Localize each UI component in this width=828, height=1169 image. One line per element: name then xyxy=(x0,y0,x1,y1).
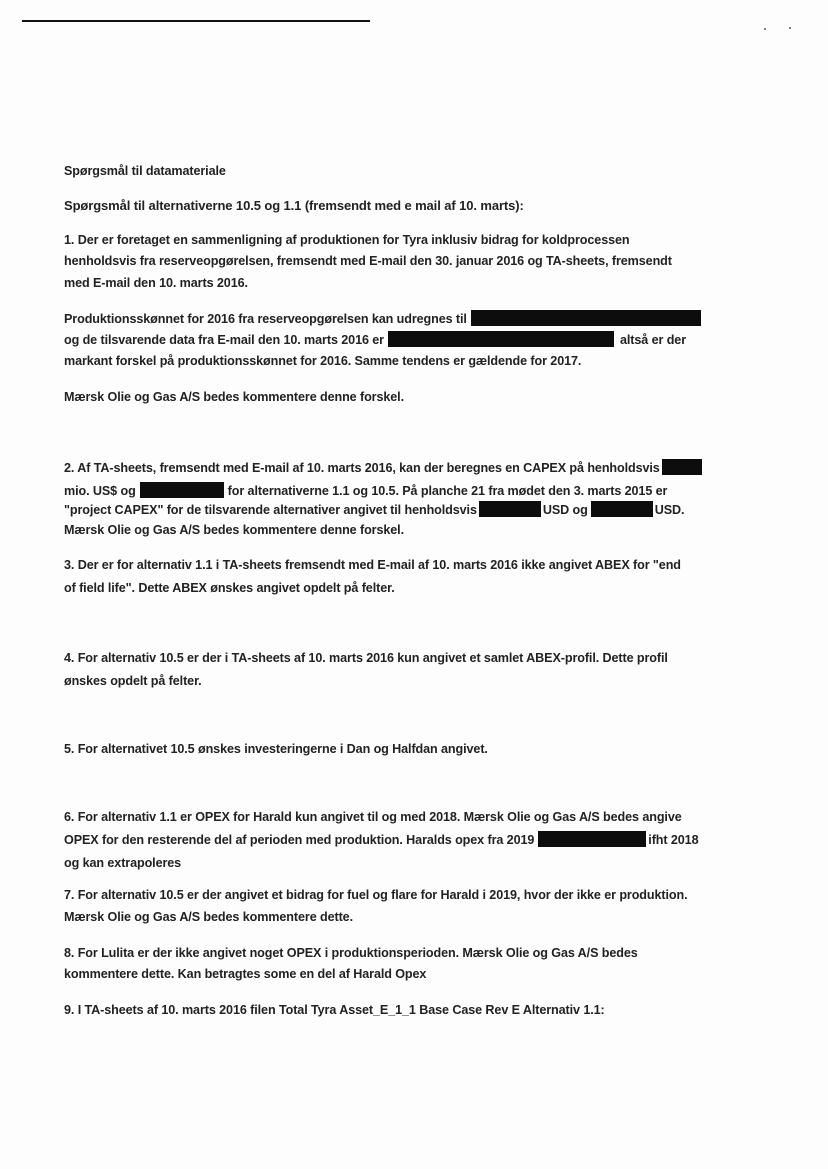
q4-line-1: 4. For alternativ 10.5 er der i TA-sheets af 10. marts 2016 kun angivet et samlet ABEX-profil. Dette profil xyxy=(64,651,668,665)
q1-line-3: med E-mail den 10. marts 2016. xyxy=(64,276,248,290)
q2-line-3 xyxy=(64,501,684,518)
q2-line-4: Mærsk Olie og Gas A/S bedes kommentere denne forskel. xyxy=(64,523,404,537)
q2-line-2 xyxy=(64,482,667,499)
q2-line-1-text: 2. Af TA-sheets, fremsendt med E-mail af 10. marts 2016, kan der beregnes en CAPEX på henholdsvis xyxy=(64,461,660,475)
q2-line-1 xyxy=(64,459,702,476)
q6-line-1: 6. For alternativ 1.1 er OPEX for Harald kun angivet til og med 2018. Mærsk Olie og Gas A/S bedes angive xyxy=(64,810,682,824)
header-rule xyxy=(22,20,370,22)
q2-line-3-text-a: "project CAPEX" for de tilsvarende alternativer angivet til henholdsvis xyxy=(64,503,477,517)
redaction-block xyxy=(479,501,541,517)
q4-line-2: ønskes opdelt på felter. xyxy=(64,674,202,688)
intro-line: Spørgsmål til alternativerne 10.5 og 1.1 (fremsendt med e mail af 10. marts): xyxy=(64,198,524,213)
q1-p2-line-2-text-b: altså er der xyxy=(619,333,686,347)
scan-speck xyxy=(764,28,766,30)
q1-p2-line-2 xyxy=(64,331,686,348)
redaction-block xyxy=(471,310,701,326)
q2-line-3-text-c: USD. xyxy=(654,503,685,517)
q2-line-2-text-b: for alternativerne 1.1 og 10.5. På planche 21 fra mødet den 3. marts 2015 er xyxy=(227,484,668,498)
q1-line-2: henholdsvis fra reserveopgørelsen, fremsendt med E-mail den 30. januar 2016 og TA-sheets, fremsendt xyxy=(64,254,672,268)
q6-line-3: og kan extrapoleres xyxy=(64,856,182,870)
section-heading: Spørgsmål til datamateriale xyxy=(64,164,226,178)
q3-line-1: 3. Der er for alternativ 1.1 i TA-sheets fremsendt med E-mail af 10. marts 2016 ikke angivet ABEX for "end xyxy=(64,558,681,572)
redaction-block xyxy=(591,501,653,517)
q7-line-1: 7. For alternativ 10.5 er der angivet et bidrag for fuel og flare for Harald i 2019, hvor der ikke er produktion. xyxy=(64,888,688,902)
q1-p2-line-2-text-a: og de tilsvarende data fra E-mail den 10. marts 2016 er xyxy=(64,333,384,347)
q5-line-1: 5. For alternativet 10.5 ønskes investeringerne i Dan og Halfdan angivet. xyxy=(64,742,488,756)
q1-p2-line-1-text: Produktionsskønnet for 2016 fra reserveopgørelsen kan udregnes til xyxy=(64,312,467,326)
redaction-block xyxy=(140,482,224,498)
q1-p2-line-1 xyxy=(64,310,701,327)
q2-line-3-text-b: USD og xyxy=(542,503,588,517)
q1-p3: Mærsk Olie og Gas A/S bedes kommentere denne forskel. xyxy=(64,390,404,404)
q2-line-2-text-a: mio. US$ og xyxy=(64,484,136,498)
q9-line-1: 9. I TA-sheets af 10. marts 2016 filen Total Tyra Asset_E_1_1 Base Case Rev E Alternativ 1.1: xyxy=(64,1003,605,1017)
redaction-block xyxy=(388,331,614,347)
q6-line-2-text-a: OPEX for den resterende del af perioden med produktion. Haralds opex fra 2019 xyxy=(64,833,535,847)
q1-p2-line-3: markant forskel på produktionsskønnet for 2016. Samme tendens er gældende for 2017. xyxy=(64,354,582,368)
q8-line-1: 8. For Lulita er der ikke angivet noget OPEX i produktionsperioden. Mærsk Olie og Gas A/S bedes xyxy=(64,946,638,960)
q1-line-1: 1. Der er foretaget en sammenligning af produktionen for Tyra inklusiv bidrag for koldprocessen xyxy=(64,233,630,247)
q8-line-2: kommentere dette. Kan betragtes some en del af Harald Opex xyxy=(64,967,427,981)
q6-line-2 xyxy=(64,831,699,848)
redaction-block xyxy=(538,831,646,847)
q7-line-2: Mærsk Olie og Gas A/S bedes kommentere dette. xyxy=(64,910,353,924)
q3-line-2: of field life". Dette ABEX ønskes angivet opdelt på felter. xyxy=(64,581,395,595)
scan-speck xyxy=(789,27,791,29)
q6-line-2-text-b: ifht 2018 xyxy=(648,833,699,847)
redaction-block xyxy=(662,459,702,475)
